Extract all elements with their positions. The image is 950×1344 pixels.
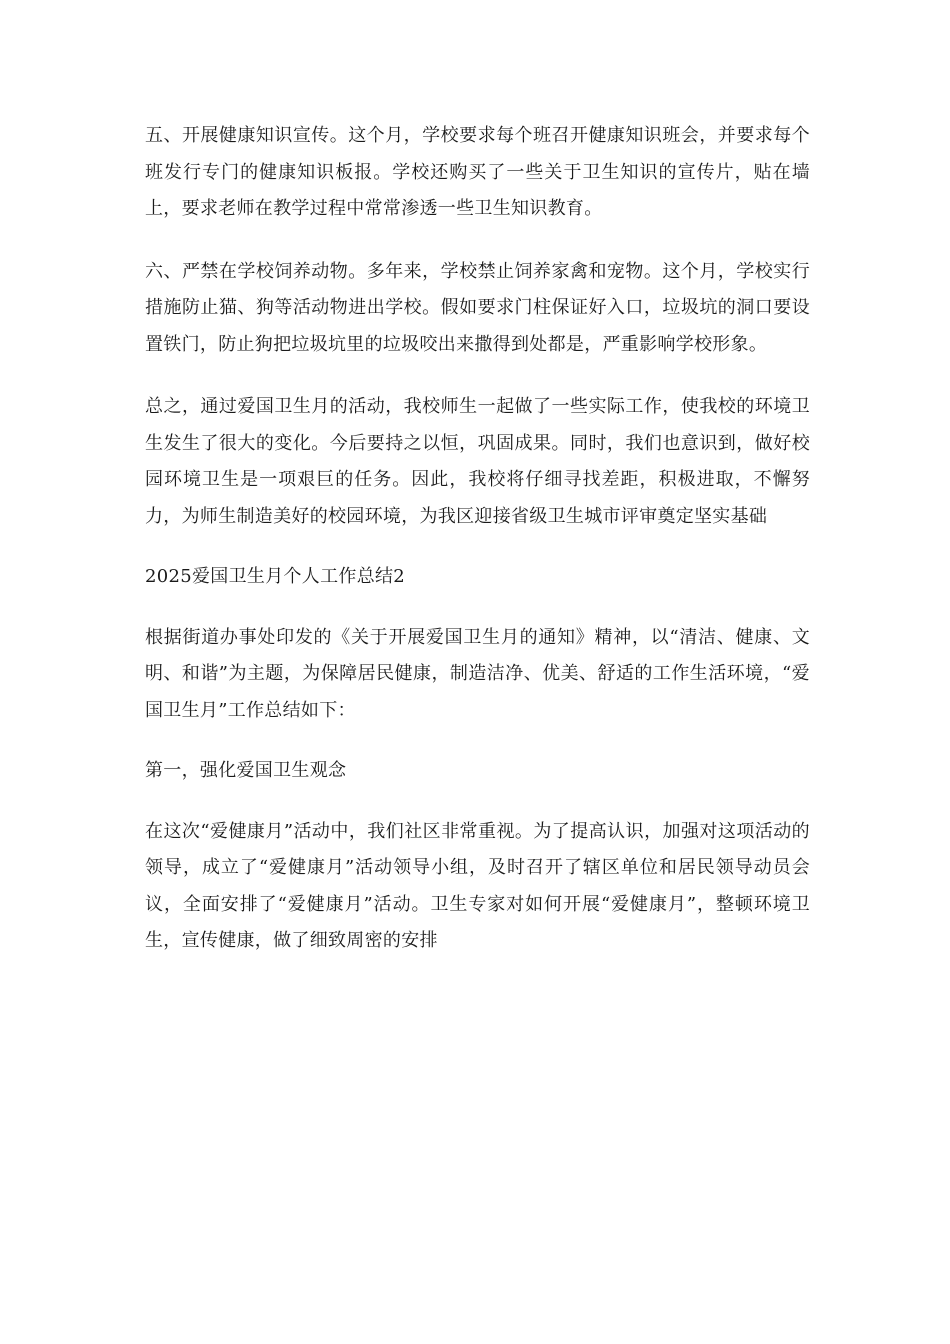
paragraph-ban-animals: 六、严禁在学校饲养动物。多年来，学校禁止饲养家禽和宠物。这个月，学校实行措施防止猫、狗等活动物进出学校。假如要求门柱保证好入口，垃圾坑的洞口要设置铁门，防止狗把垃圾坑里的垃圾咬出来撒得到处都是，严重影响学校形象。	[145, 260, 810, 355]
subheading-first: 第一，强化爱国卫生观念	[145, 760, 347, 781]
document-body	[145, 118, 810, 960]
paragraph-intro: 根据街道办事处印发的《关于开展爱国卫生月的通知》精神，以“清洁、健康、文明、和谐”为主题，为保障居民健康，制造洁净、优美、舒适的工作生活环境，“爱国卫生月”工作总结如下：	[145, 626, 810, 721]
paragraph-conclusion: 总之，通过爱国卫生月的活动，我校师生一起做了一些实际工作，使我校的环境卫生发生了很大的变化。今后要持之以恒，巩固成果。同时，我们也意识到，做好校园环境卫生是一项艰巨的任务。因此，我校将仔细寻找差距，积极进取，不懈努力，为师生制造美好的校园环境，为我区迎接省级卫生城市评审奠定坚实基础	[145, 396, 810, 527]
section-heading: 2025爱国卫生月个人工作总结2	[145, 566, 406, 587]
paragraph-health-knowledge: 五、开展健康知识宣传。这个月，学校要求每个班召开健康知识班会，并要求每个班发行专门的健康知识板报。学校还购买了一些关于卫生知识的宣传片，贴在墙上，要求老师在教学过程中常常渗透一些卫生知识教育。	[145, 125, 810, 219]
paragraph-activity: 在这次“爱健康月”活动中，我们社区非常重视。为了提高认识，加强对这项活动的领导，成立了“爱健康月”活动领导小组，及时召开了辖区单位和居民领导动员会议，全面安排了“爱健康月”活动。卫生专家对如何开展“爱健康月”，整顿环境卫生，宣传健康，做了细致周密的安排	[145, 820, 810, 951]
